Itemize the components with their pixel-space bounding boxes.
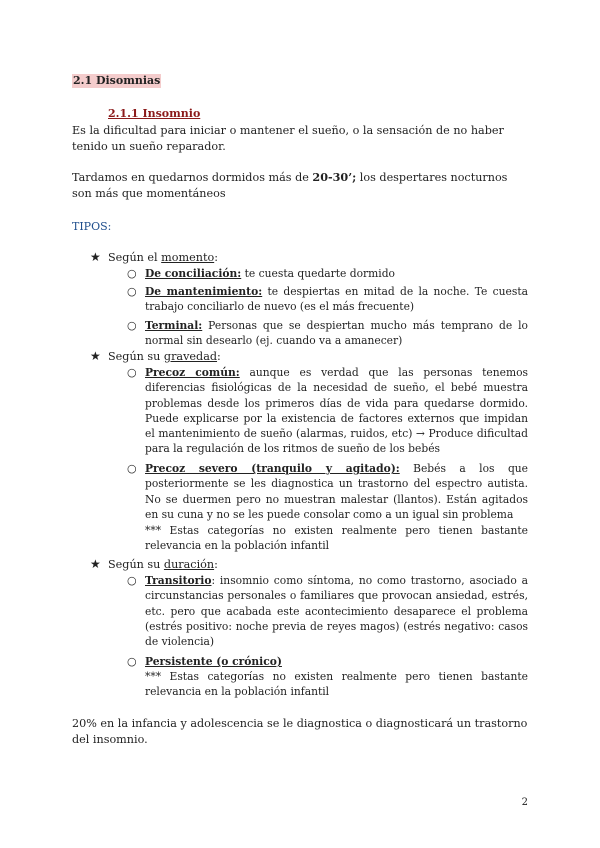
item-text: te cuesta quedarte dormido <box>241 267 395 280</box>
gravedad-pre: Según su <box>108 350 164 363</box>
item-transitorio <box>145 573 528 649</box>
item-title: Precoz severo (tranquilo y agitado): <box>145 462 400 475</box>
duracion-post: : <box>214 558 218 571</box>
sleep-pre: Tardamos en quedarnos dormidos más de <box>72 171 313 184</box>
heading-disomnias: 2.1 Disomnias <box>73 74 161 87</box>
heading-insomnio: 2.1.1 Insomnio <box>108 107 201 120</box>
item-title: De mantenimiento: <box>145 285 263 298</box>
item-conciliacion <box>145 266 528 281</box>
item-text: Personas que se despiertan mucho más temprano de lo normal sin desearlo (ej. cuando va a amanecer) <box>145 319 528 348</box>
star-bullet-icon: ★ <box>90 557 101 571</box>
momento-post: : <box>214 251 218 264</box>
item-text: Bebés a los que posteriormente se les diagnostica un trastorno del espectro autista. No se duermen pero no muestran malestar (llantos). Están agitados en su cuna y no se les puede consolar como a un igual sin problema <box>145 462 528 521</box>
item-mantenimiento <box>145 284 528 315</box>
closing-paragraph: 20% en la infancia y adolescencia se le diagnostica o diagnosticará un trastorno del insomnio. <box>72 717 528 746</box>
item-text: : insomnio como síntoma, no como trastorno, asociado a circunstancias personales o familiares que provocan ansiedad, estrés, etc. pero que acabada este acontecimiento desaparece el problema (estrés positivo: noche previa de reyes magos) (estrés negativo: casos de violencia) <box>145 574 528 649</box>
duracion-underlined: duración <box>163 558 215 571</box>
gravedad-underlined: gravedad <box>163 350 218 363</box>
item-title: De conciliación: <box>145 267 242 280</box>
circle-bullet-icon: ○ <box>127 462 137 475</box>
star-bullet-icon: ★ <box>90 349 101 363</box>
note-gravedad: *** Estas categorías no existen realmente pero tienen bastante relevancia en la población infantil <box>145 524 528 553</box>
momento-pre: Según el <box>108 251 162 264</box>
item-precoz-comun <box>145 365 528 457</box>
star-bullet-icon: ★ <box>90 250 101 264</box>
item-terminal <box>145 318 528 349</box>
gravedad-post: : <box>217 350 221 363</box>
intro-paragraph: Es la dificultad para iniciar o mantener el sueño, o la sensación de no haber tenido un sueño reparador. <box>72 124 504 153</box>
momento-underlined: momento <box>161 251 215 264</box>
circle-bullet-icon: ○ <box>127 574 137 587</box>
sleep-paragraph <box>72 170 528 201</box>
bullet-duracion <box>108 557 218 572</box>
note-duracion: *** Estas categorías no existen realmente pero tienen bastante relevancia en la población infantil <box>145 670 528 699</box>
item-title: Persistente (o crónico) <box>145 655 282 668</box>
item-text: aunque es verdad que las personas tenemos diferencias fisiológicas de la necesidad de sueño, el bebé muestra problemas desde los primeros días de vida para quedarse dormido. Puede explicarse por la existencia de factores externos que impidan el mantenimiento de sueño (alarmas, ruidos, etc) → Produce dificultad para la regulación de los ritmos de sueño de los bebés <box>145 366 528 456</box>
page-number: 2 <box>521 797 528 808</box>
circle-bullet-icon: ○ <box>127 655 137 668</box>
item-persistente <box>145 654 528 669</box>
item-text: te despiertas en mitad de la noche. Te cuesta trabajo conciliarlo de nuevo (es el más frecuente) <box>145 285 528 314</box>
circle-bullet-icon: ○ <box>127 366 137 379</box>
circle-bullet-icon: ○ <box>127 319 137 332</box>
item-title: Precoz común: <box>145 366 240 379</box>
item-title: Terminal: <box>145 319 203 332</box>
item-precoz-severo <box>145 461 528 522</box>
bullet-gravedad <box>108 349 221 364</box>
item-title: Transitorio <box>145 574 212 587</box>
sleep-bold: 20-30’; <box>312 170 357 184</box>
tipos-label: TIPOS: <box>72 220 112 233</box>
bullet-momento <box>108 250 218 265</box>
circle-bullet-icon: ○ <box>127 267 137 280</box>
duracion-pre: Según su <box>108 558 164 571</box>
sleep-post: los despertares nocturnos son más que momentáneos <box>72 171 508 200</box>
circle-bullet-icon: ○ <box>127 285 137 298</box>
